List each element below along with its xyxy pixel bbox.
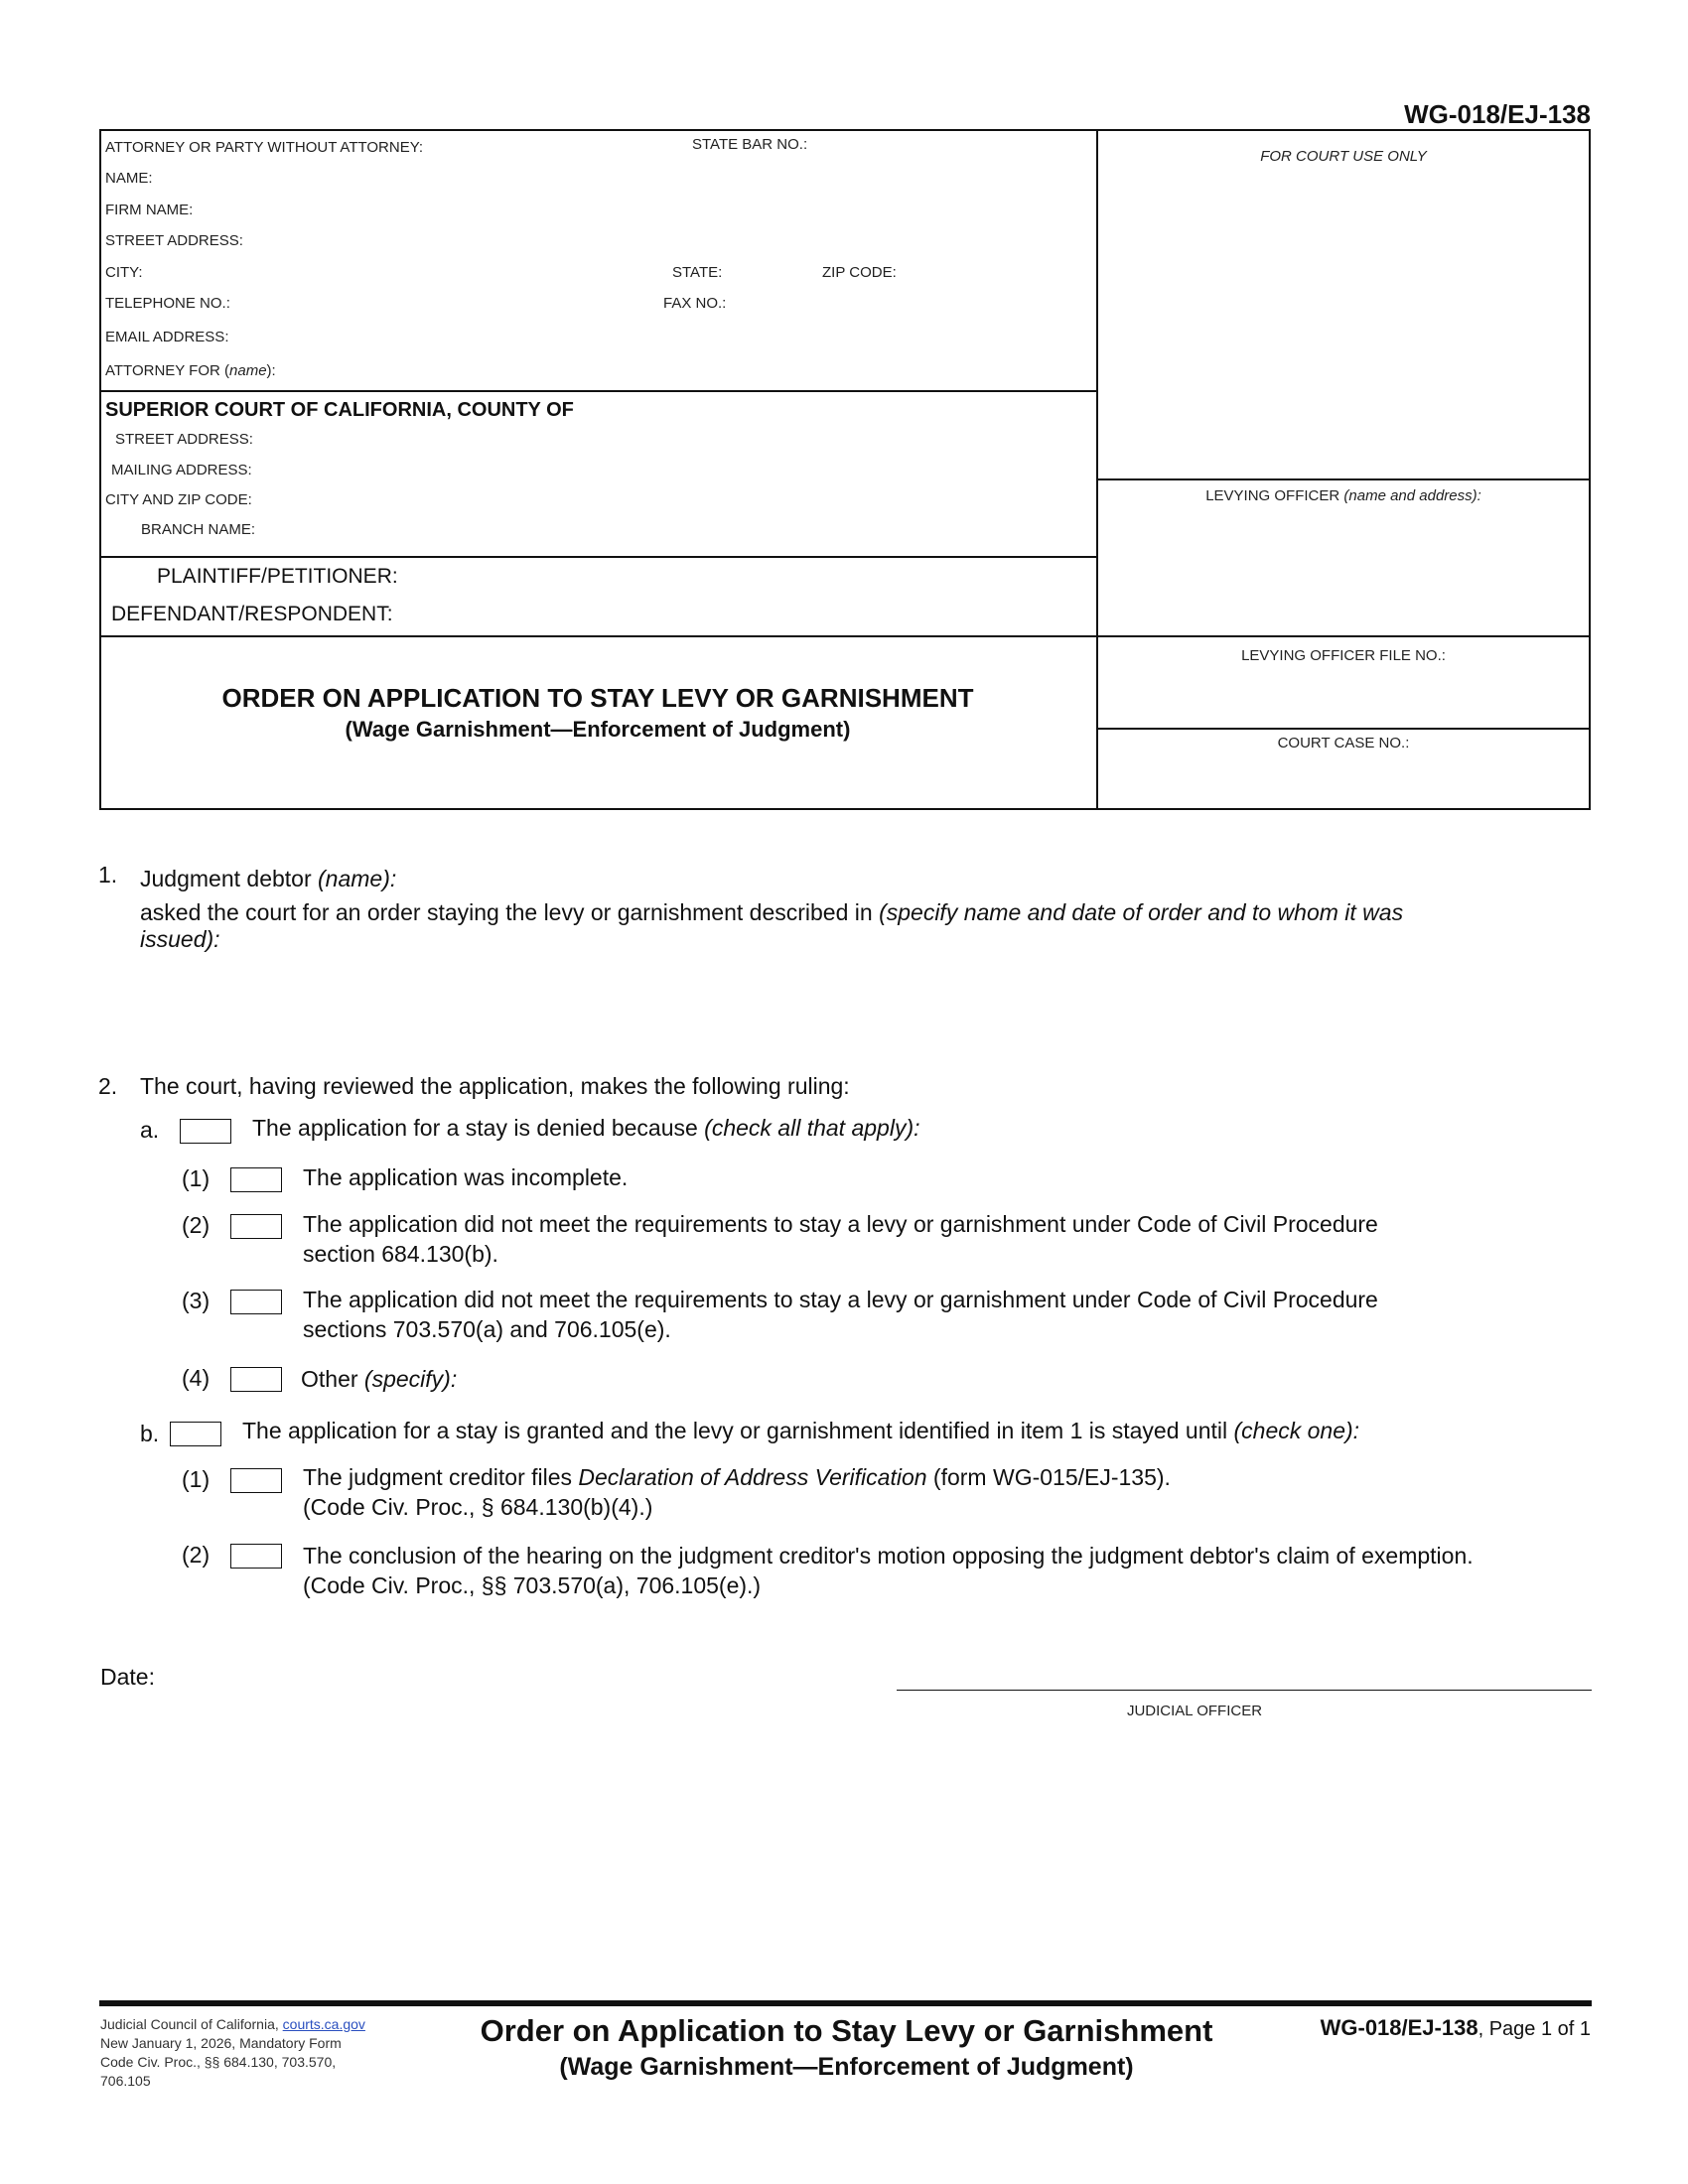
item2b-2-line2: (Code Civ. Proc., §§ 703.570(a), 706.105(e).)	[303, 1572, 762, 1598]
item2b-1-line2: (Code Civ. Proc., § 684.130(b)(4).)	[303, 1494, 653, 1520]
firm-name-label: FIRM NAME:	[105, 202, 194, 218]
item2a-3-checkbox[interactable]	[230, 1290, 282, 1314]
item2b-checkbox[interactable]	[170, 1422, 221, 1446]
judicial-officer-label: JUDICIAL OFFICER	[1126, 1703, 1263, 1719]
item2b-text: The application for a stay is granted and the levy or garnishment identified in item 1 is stayed until (check one):	[242, 1418, 1360, 1443]
name-label: NAME:	[105, 170, 153, 187]
state-label: STATE:	[672, 264, 723, 281]
court-street-label: STREET ADDRESS:	[115, 431, 253, 448]
item2a-4-checkbox[interactable]	[230, 1367, 282, 1392]
telephone-label: TELEPHONE NO.:	[105, 295, 230, 312]
levying-officer-label: LEVYING OFFICER (name and address):	[1205, 487, 1481, 504]
street-address-label: STREET ADDRESS:	[105, 232, 243, 249]
court-case-no-label: COURT CASE NO.:	[1277, 735, 1410, 751]
item2b-1-number: (1)	[182, 1466, 211, 1492]
item2b-1-line1: The judgment creditor files Declaration of Address Verification (form WG-015/EJ-135).	[303, 1464, 1171, 1490]
levying-officer-file-label: LEVYING OFFICER FILE NO.:	[1241, 647, 1446, 664]
zip-code-label: ZIP CODE:	[822, 264, 897, 281]
item2a-checkbox[interactable]	[180, 1119, 231, 1144]
defendant-label: DEFENDANT/RESPONDENT:	[111, 603, 393, 625]
courts-link[interactable]: courts.ca.gov	[282, 2016, 365, 2032]
item1-line2: asked the court for an order staying the levy or garnishment described in (specify name and date of order and to whom it was	[140, 899, 1404, 925]
item2a-1-text: The application was incomplete.	[303, 1164, 629, 1190]
footer-page: WG-018/EJ-138, Page 1 of 1	[1320, 2015, 1591, 2040]
item2-intro: The court, having reviewed the application, makes the following ruling:	[140, 1073, 850, 1099]
footer-title: Order on Application to Stay Levy or Garnishment	[480, 2013, 1213, 2048]
court-branch-label: BRANCH NAME:	[141, 521, 256, 538]
footer-rule	[99, 2000, 1592, 2006]
attorney-label: ATTORNEY OR PARTY WITHOUT ATTORNEY:	[105, 139, 424, 156]
item2b-2-line1: The conclusion of the hearing on the judgment creditor's motion opposing the judgment debtor's claim of exemption.	[303, 1543, 1474, 1569]
state-bar-label: STATE BAR NO.:	[692, 136, 808, 153]
item2a-4-number: (4)	[182, 1365, 211, 1391]
city-label: CITY:	[105, 264, 143, 281]
plaintiff-label: PLAINTIFF/PETITIONER:	[157, 565, 398, 588]
caption-divider	[1096, 129, 1098, 810]
item2a-4-text: Other (specify):	[301, 1366, 458, 1392]
item2a-text: The application for a stay is denied because (check all that apply):	[252, 1115, 920, 1141]
item1-line3: issued):	[140, 926, 220, 952]
item1-number: 1.	[98, 862, 118, 887]
item2a-1-number: (1)	[182, 1165, 211, 1191]
court-title: SUPERIOR COURT OF CALIFORNIA, COUNTY OF	[105, 399, 574, 421]
item2a-letter: a.	[140, 1117, 160, 1143]
email-label: EMAIL ADDRESS:	[105, 329, 229, 345]
court-use-only-label: FOR COURT USE ONLY	[1260, 148, 1427, 165]
item2a-2-checkbox[interactable]	[230, 1214, 282, 1239]
form-subtitle: (Wage Garnishment—Enforcement of Judgment)	[345, 717, 851, 742]
item2-number: 2.	[98, 1073, 118, 1099]
attorney-for-label: ATTORNEY FOR (name):	[105, 362, 276, 379]
form-title: ORDER ON APPLICATION TO STAY LEVY OR GARNISHMENT	[221, 683, 974, 713]
item2a-2-line1: The application did not meet the requirements to stay a levy or garnishment under Code of Civil Procedure	[303, 1211, 1378, 1237]
court-mailing-label: MAILING ADDRESS:	[111, 462, 252, 478]
footer-subtitle: (Wage Garnishment—Enforcement of Judgment)	[559, 2053, 1134, 2081]
item2b-2-checkbox[interactable]	[230, 1544, 282, 1569]
fax-label: FAX NO.:	[663, 295, 727, 312]
footer-council: Judicial Council of California, courts.ca.gov New January 1, 2026, Mandatory Form Code Civ. Proc., §§ 684.130, 703.570, 706.105	[100, 2016, 365, 2089]
item2a-3-line2: sections 703.570(a) and 706.105(e).	[303, 1316, 671, 1342]
item2a-1-checkbox[interactable]	[230, 1167, 282, 1192]
item2a-2-number: (2)	[182, 1212, 211, 1238]
item2b-2-number: (2)	[182, 1542, 211, 1568]
item1-label: Judgment debtor (name):	[140, 866, 397, 891]
date-label: Date:	[100, 1664, 155, 1690]
form-id: WG-018/EJ-138	[1404, 99, 1591, 129]
item2a-3-number: (3)	[182, 1288, 211, 1313]
item2b-1-checkbox[interactable]	[230, 1468, 282, 1493]
court-city-zip-label: CITY AND ZIP CODE:	[105, 491, 252, 508]
signature-line[interactable]	[897, 1690, 1592, 1691]
item2b-letter: b.	[140, 1421, 160, 1446]
item2a-3-line1: The application did not meet the requirements to stay a levy or garnishment under Code of Civil Procedure	[303, 1287, 1378, 1312]
item2a-2-line2: section 684.130(b).	[303, 1241, 498, 1267]
